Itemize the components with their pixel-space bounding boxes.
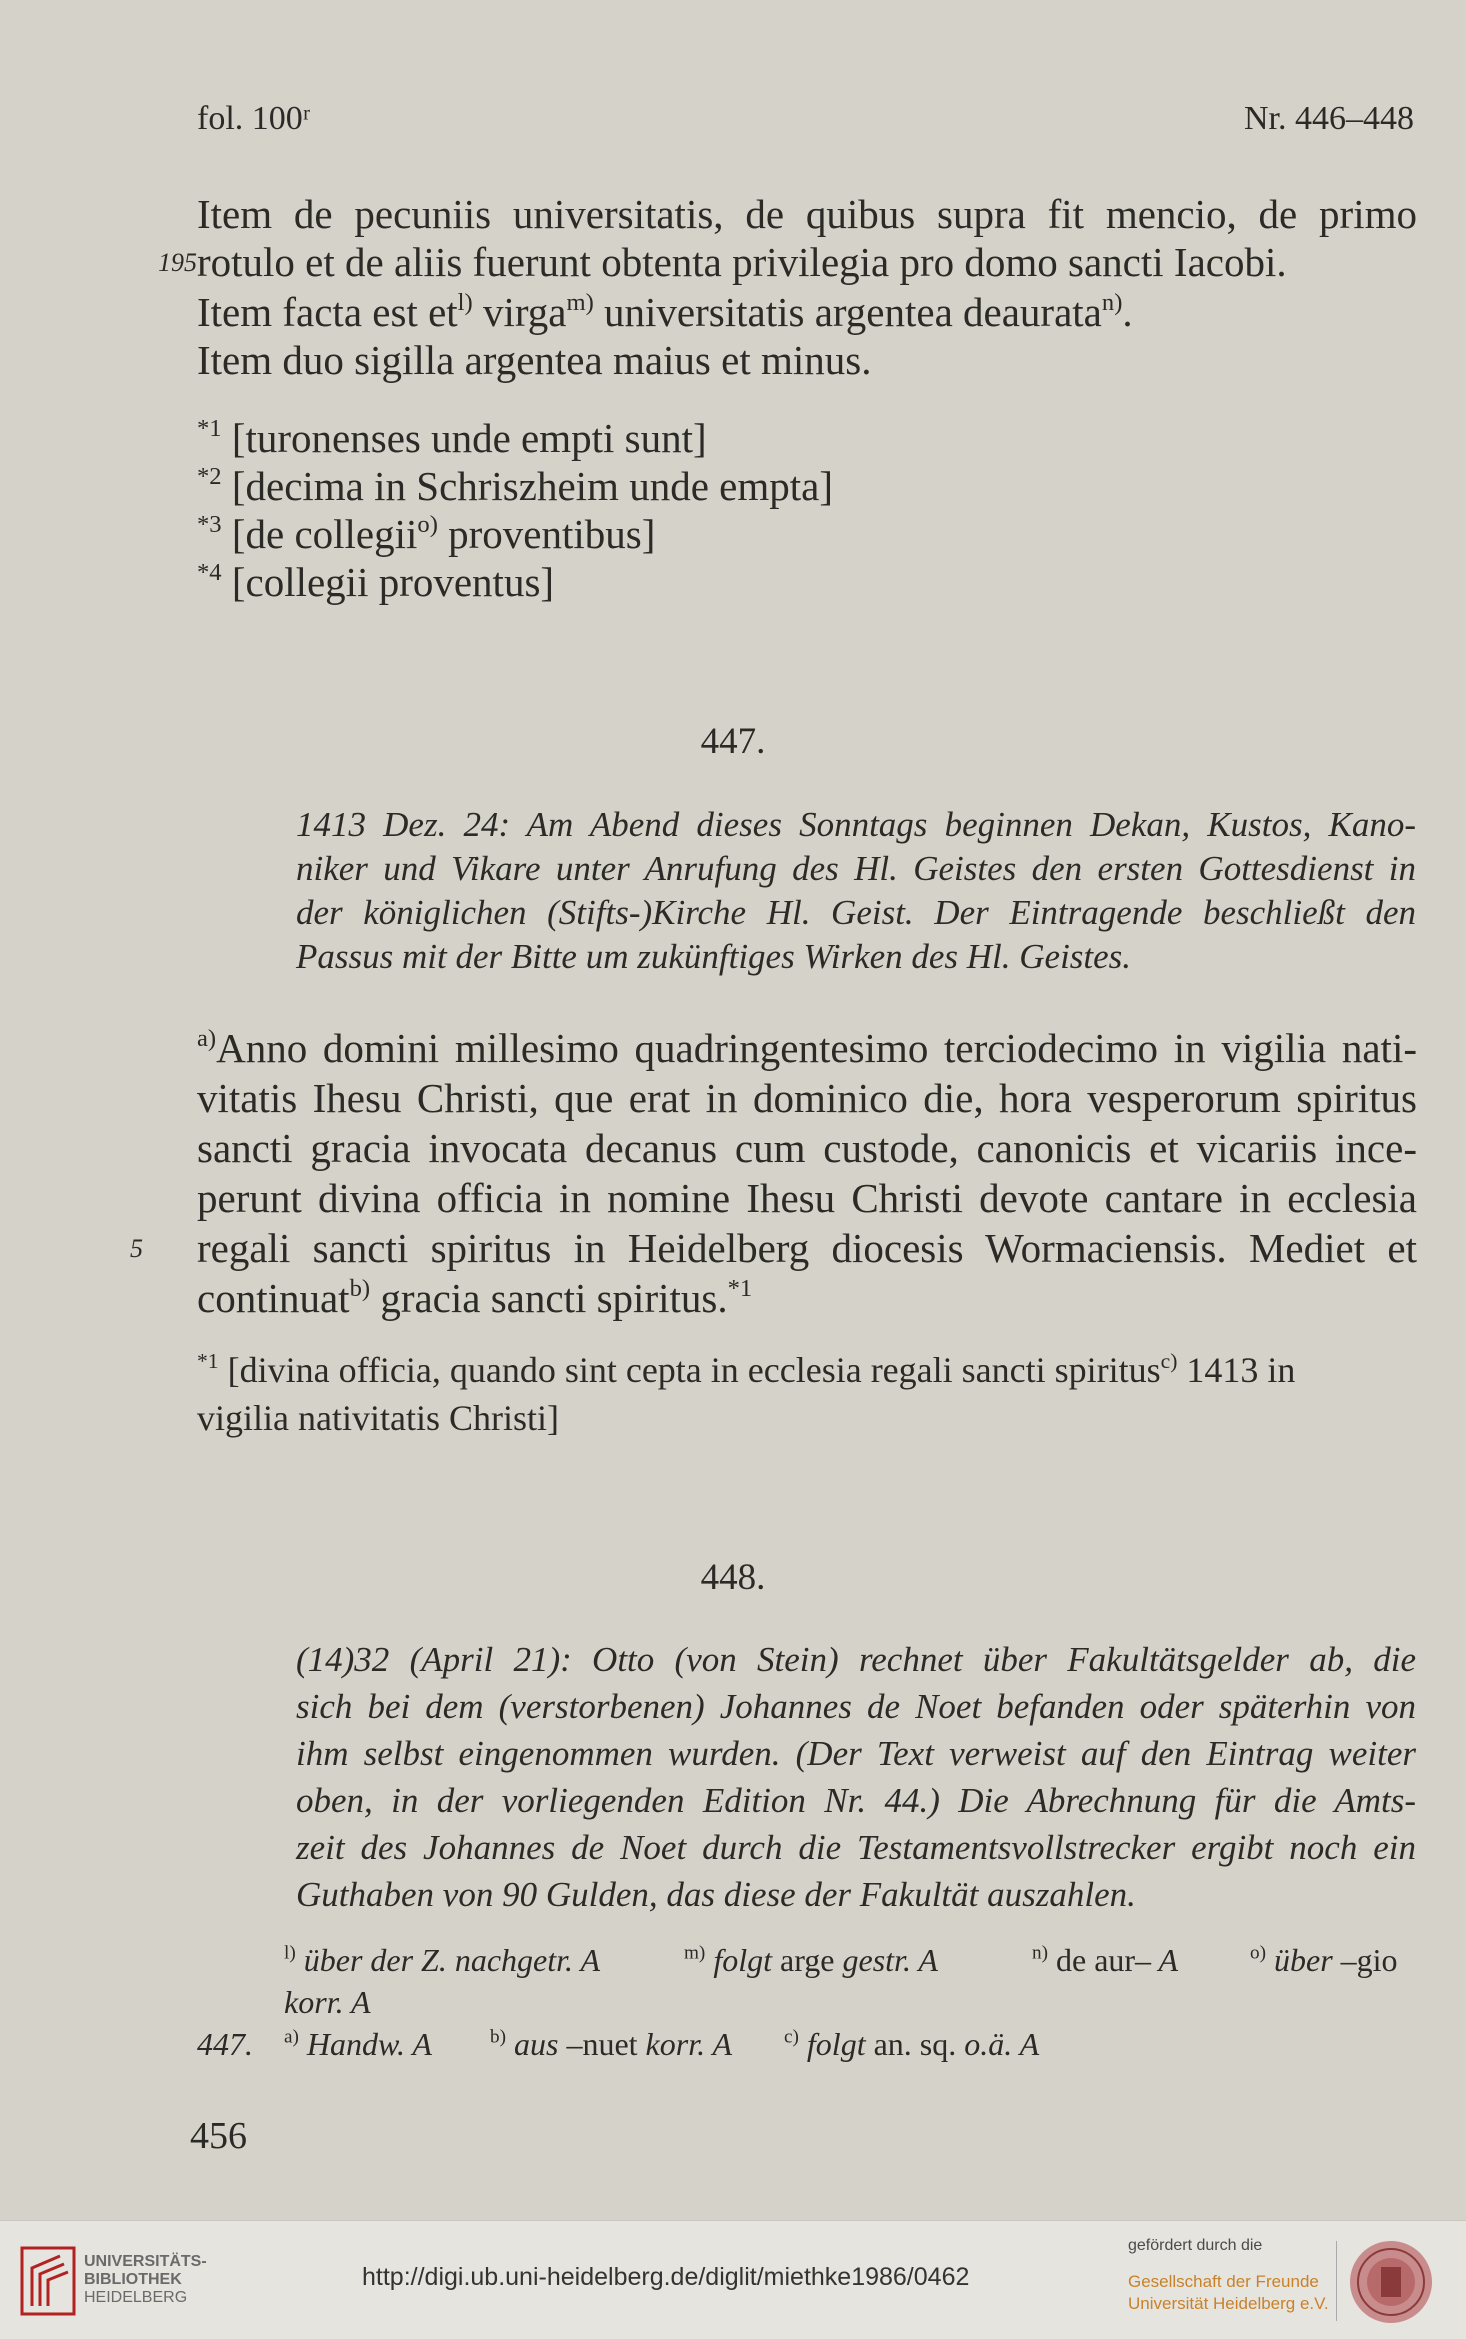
- summary-line: ihm selbst eingenommen wurden. (Der Text verweist auf den Eintrag weiter: [296, 1734, 1416, 1773]
- marginal-note: $^{*4}$ [collegii proventus]: [197, 559, 555, 605]
- summary-line: sich bei dem (verstorbenen) Johannes de Noet befanden oder späterhin von: [296, 1687, 1416, 1726]
- sponsor-label: gefördert durch die: [1128, 2237, 1263, 2254]
- page-number: 456: [190, 2115, 247, 2157]
- text-line: Item duo sigilla argentea maius et minus.: [197, 337, 872, 383]
- apparatus-note: $^{l)}$ über der Z. nachgetr. A: [284, 1942, 601, 1978]
- line-number: 195: [158, 248, 197, 277]
- line-number: 5: [130, 1234, 143, 1263]
- summary-line: Passus mit der Bitte um zukünftiges Wirken des Hl. Geistes.: [296, 937, 1132, 976]
- marginal-note: $^{*1}$ [turonenses unde empti sunt]: [197, 415, 707, 461]
- apparatus-label: 447.: [197, 2026, 253, 2062]
- apparatus-note: $^{m)}$ folgt arge gestr. A: [684, 1942, 938, 1978]
- permalink-url[interactable]: http://digi.ub.uni-heidelberg.de/diglit/miethke1986/0462: [362, 2263, 970, 2291]
- library-name: UNIVERSITÄTS-: [84, 2253, 207, 2270]
- entry-range-header: Nr. 446–448: [1244, 100, 1414, 137]
- text-line: sancti gracia invocata decanus cum custode, canonicis et vicariis ince-: [197, 1125, 1417, 1171]
- library-logo-icon: [20, 2246, 76, 2316]
- marginal-note: vigilia nativitatis Christi]: [197, 1398, 559, 1438]
- text-line: rotulo et de aliis fuerunt obtenta privilegia pro domo sancti Iacobi.: [197, 239, 1287, 285]
- text-line: perunt divina officia in nomine Ihesu Christi devote cantare in ecclesia: [197, 1175, 1417, 1221]
- text-line: Item facta est $et^{l)}$ virga$^{m)}$ universitatis argentea deaurata$^{n)}$.: [197, 289, 1133, 335]
- marginal-note: $^{*1}$ [divina officia, quando sint cepta in ecclesia regali sancti spiritus$^{c)}$ 1413 in: [197, 1348, 1296, 1390]
- summary-line: oben, in der vorliegenden Edition Nr. 44.) Die Abrechnung für die Amts-: [296, 1781, 1416, 1820]
- summary-line: niker und Vikare unter Anrufung des Hl. Geistes den ersten Gottesdienst in: [296, 849, 1416, 888]
- apparatus-note: $^{n)}$ de aur– A: [1032, 1942, 1179, 1978]
- entry-number: 448.: [700, 1557, 766, 1598]
- marginal-note: $^{*3}$ [de collegii$^{o)}$ proventibus]: [197, 511, 656, 557]
- university-seal-icon: [1348, 2239, 1434, 2325]
- summary-line: zeit des Johannes de Noet durch die Testamentsvollstrecker ergibt noch ein: [296, 1828, 1416, 1867]
- summary-line: der königlichen (Stifts-)Kirche Hl. Geist. Der Eintragende beschließt den: [296, 893, 1416, 932]
- divider: [1336, 2241, 1337, 2321]
- apparatus-note: $^{c)}$ folgt an. sq. o.ä. A: [784, 2026, 1040, 2062]
- digitization-footer: [0, 2220, 1466, 2339]
- apparatus-note: $^{b)}$ aus –nuet korr. A: [490, 2026, 733, 2062]
- summary-line: 1413 Dez. 24: Am Abend dieses Sonntags beginnen Dekan, Kustos, Kano-: [296, 805, 1416, 844]
- sponsor-name: Gesellschaft der Freunde Universität Heidelberg e.V.: [1128, 2272, 1329, 2313]
- text-line: $^{a)}$Anno domini millesimo quadringentesimo terciodecimo in vigilia nati-: [197, 1025, 1417, 1071]
- library-name: BIBLIOTHEK: [84, 2271, 182, 2288]
- text-line: Item de pecuniis universitatis, de quibus supra fit mencio, de primo: [197, 191, 1417, 237]
- text-line: continuat$^{b)}$ gracia sancti spiritus.$^{*1}$: [197, 1275, 753, 1321]
- entry-number: 447.: [700, 721, 766, 762]
- text-line: regali sancti spiritus in Heidelberg diocesis Wormaciensis. Mediet et: [197, 1225, 1417, 1271]
- marginal-note: $^{*2}$ [decima in Schriszheim unde empta]: [197, 463, 833, 509]
- apparatus-note: $^{o)}$ über –gio: [1250, 1942, 1398, 1978]
- text-line: vitatis Ihesu Christi, que erat in dominico die, hora vesperorum spiritus: [197, 1075, 1417, 1121]
- apparatus-note: $^{a)}$ Handw. A: [284, 2026, 432, 2062]
- apparatus-note: korr. A: [284, 1984, 371, 2020]
- library-name: HEIDELBERG: [84, 2289, 188, 2306]
- summary-line: Guthaben von 90 Gulden, das diese der Fakultät auszahlen.: [296, 1875, 1136, 1914]
- folio-header: fol. 100ʳ: [197, 100, 311, 137]
- summary-line: (14)32 (April 21): Otto (von Stein) rechnet über Fakultätsgelder ab, die: [296, 1640, 1416, 1679]
